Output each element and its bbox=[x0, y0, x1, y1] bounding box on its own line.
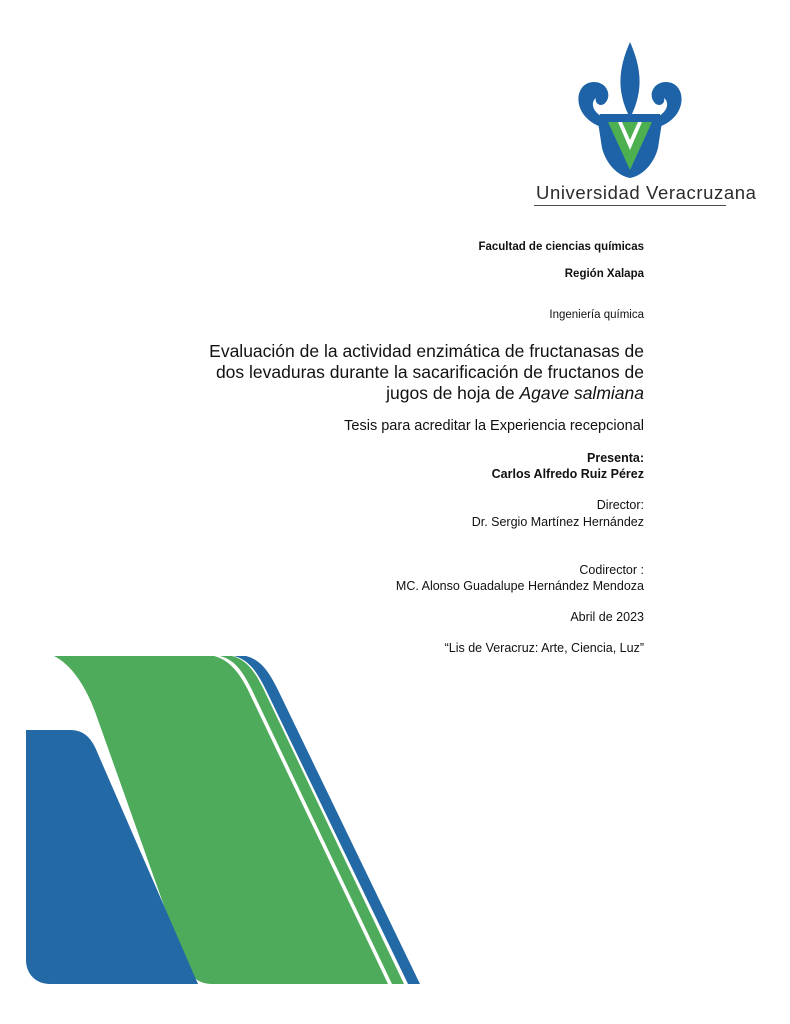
program-label: Ingeniería química bbox=[549, 309, 644, 321]
thesis-title bbox=[184, 341, 644, 404]
thesis-title-main: Evaluación de la actividad enzimática de fructanasas de dos levaduras durante la sacarificación de fructanos de jugos de hoja de bbox=[209, 341, 644, 403]
motto-label: “Lis de Veracruz: Arte, Ciencia, Luz” bbox=[444, 641, 644, 655]
date-label: Abril de 2023 bbox=[570, 610, 644, 624]
presenter-name: Carlos Alfredo Ruiz Pérez bbox=[491, 467, 644, 481]
codirector-name: MC. Alonso Guadalupe Hernández Mendoza bbox=[395, 579, 644, 593]
codirector-label: Codirector : bbox=[579, 563, 644, 577]
director-label: Director: bbox=[596, 498, 644, 512]
presenter-label: Presenta: bbox=[587, 451, 644, 465]
thesis-subtitle: Tesis para acreditar la Experiencia recepcional bbox=[344, 418, 644, 434]
decorative-swoosh bbox=[0, 640, 440, 1024]
director-name: Dr. Sergio Martínez Hernández bbox=[471, 515, 644, 529]
faculty-label: Facultad de ciencias químicas bbox=[478, 241, 644, 253]
university-divider bbox=[534, 205, 726, 206]
university-logo-icon bbox=[570, 38, 690, 188]
university-name: Universidad Veracruzana bbox=[536, 182, 757, 203]
region-label: Región Xalapa bbox=[564, 268, 644, 280]
thesis-title-species: Agave salmiana bbox=[519, 383, 644, 403]
